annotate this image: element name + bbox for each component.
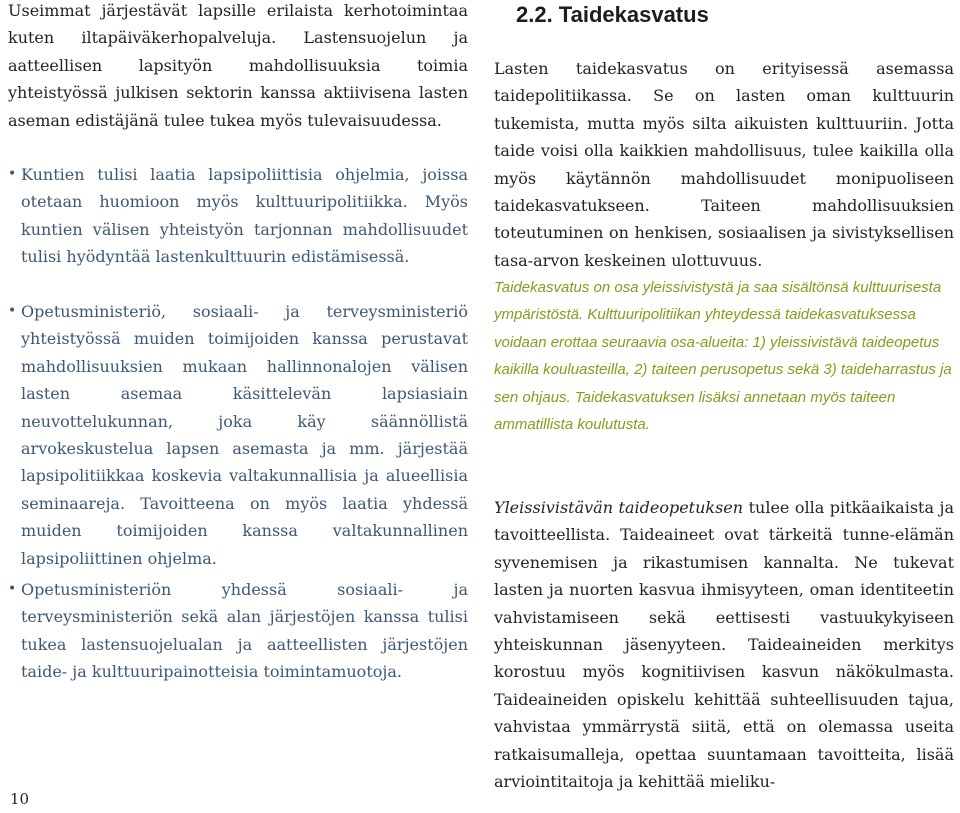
bullet-item — [8, 298, 468, 572]
highlight-paragraph: Taidekasvatus on osa yleissivistystä ja saa sisältönsä kulttuurisesta ympäristöstä. Kulttuuripolitiikan yhteydessä taidekasvatuksessa voidaan erottaa seuraavia osa-alueita: 1) yleissivistävä taideopetus kaikilla kouluasteilla, 2) taiteen perusopetus sekä 3) taideharrastus ja sen ohjaus. Taidekasvatuksen lisäksi annetaan myös taiteen ammatillista koulutusta. — [494, 279, 952, 434]
emphasized-term: Yleissivistävän taideopetuksen — [494, 498, 744, 517]
bullet-item — [8, 576, 468, 686]
bullet-icon: • — [8, 166, 17, 182]
page-number: 10 — [10, 790, 30, 808]
bullet-text: Kuntien tulisi laatia lapsipoliittisia ohjelmia, joissa otetaan huomioon myös kulttuuripolitiikka. Myös kuntien välisen yhteistyön tarjonnan mahdollisuudet tulisi hyödyntää lastenkulttuurin edistämisessä. — [21, 165, 468, 267]
bullet-text: Opetusministeriö, sosiaali- ja terveysministeriö yhteistyössä muiden toimijoiden kanssa perustavat mahdollisuuksien mukaan hallinnonalojen välisen lasten asemaa käsittelevän lapsiasiain neuvottelukunnan, joka käy säännöllistä arvokeskustelua lapsen asemasta ja mm. järjestää lapsipolitiikkaa koskevia valtakunnallisia ja alueellisia seminaareja. Tavoitteena on myös laatia yhdessä muiden toimijoiden kanssa valtakunnallinen lapsipoliittinen ohjelma. — [21, 302, 468, 568]
section-heading: 2.2. Taidekasvatus — [516, 2, 709, 27]
intro-paragraph: Useimmat järjestävät lapsille erilaista kerhotoimintaa kuten iltapäiväkerhopalveluja. Lastensuojelun ja aatteellisen lapsityön mahdollisuuksia toimia yhteistyössä julkisen sektorin kanssa aktiivisena lasten aseman edistäjänä tulee tukea myös tulevaisuudessa. — [8, 1, 468, 130]
bullet-icon: • — [8, 303, 17, 319]
body-paragraph-text: tulee olla pitkäaikaista ja tavoitteellista. Taideaineet ovat tärkeitä tunne-elämän syvenemisen ja rikastumisen kannalta. Ne tukevat lasten ja nuorten kasvua ihmisyyteen, oman identiteetin vahvistamiseen sekä eettisesti vastuukykyiseen yhteiskunnan jäsenyyteen. Taideaineiden merkitys korostuu myös kognitiivisen kasvun näkökulmasta. Taideaineiden opiskelu kehittää suhteellisuuden tajua, vahvistaa ymmärrystä siitä, että on olemassa useita ratkaisumalleja, opettaa suuntamaan tavoitteita, lisää arviointitaitoja ja kehittää mieliku- — [494, 498, 955, 792]
bullet-text: Opetusministeriön yhdessä sosiaali- ja terveysministeriön sekä alan järjestöjen kanssa tulisi tukea lastensuojelualan ja aatteellisten järjestöjen taide- ja kulttuuripainotteisia toimintamuotoja. — [21, 580, 468, 682]
bullet-item — [8, 161, 468, 271]
section-paragraph: Lasten taidekasvatus on erityisessä asemassa taidepolitiikassa. Se on lasten oman kulttuurin tukemista, mutta myös silta aikuisten kulttuuriin. Jotta taide voisi olla kaikkien mahdollisuus, tulee kaikilla olla myös käytännön mahdollisuudet monipuoliseen taidekasvatukseen. Taiteen mahdollisuuksien toteutuminen on henkisen, sosiaalisen ja sivistyksellisen tasa-arvon keskeinen ulottuvuus. — [494, 59, 954, 270]
bullet-icon: • — [8, 581, 17, 597]
body-paragraph — [494, 494, 954, 795]
